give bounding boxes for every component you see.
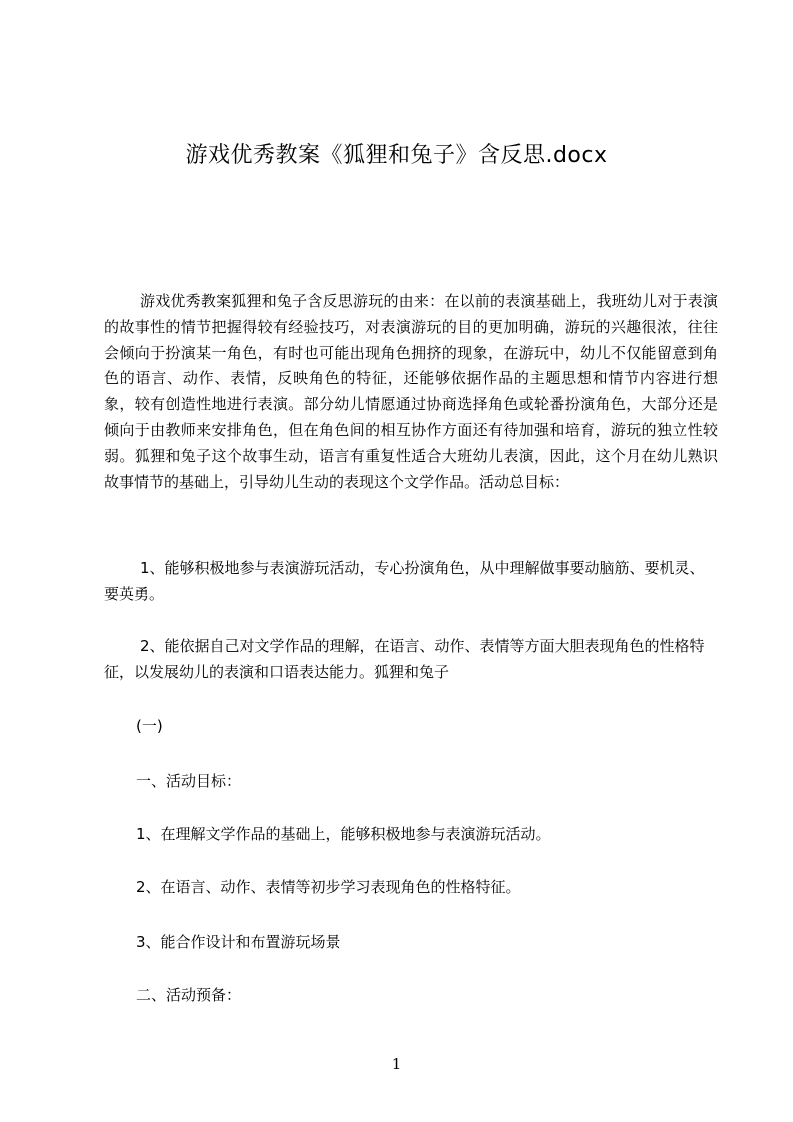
section-marker: (一) [136, 717, 163, 735]
document-title: 游戏优秀教案《狐狸和兔子》含反思.docx [185, 143, 608, 168]
objective-1-paragraph: 1、能够积极地参与表演游玩活动，专心扮演角色，从中理解做事要动脑筋、要机灵、要英勇。 [104, 559, 705, 603]
heading-activity-preparation: 二、活动预备： [136, 986, 242, 1004]
page-number: 1 [391, 1055, 402, 1073]
goal-item-3: 3、能合作设计和布置游玩场景 [136, 933, 341, 951]
goal-item-2: 2、在语言、动作、表情等初步学习表现角色的性格特征。 [136, 878, 521, 896]
goal-item-1: 1、在理解文学作品的基础上，能够积极地参与表演游玩活动。 [136, 825, 551, 843]
objective-2-paragraph: 2、能依据自己对文学作品的理解，在语言、动作、表情等方面大胆表现角色的性格特征，以发展幼儿的表演和口语表达能力。狐狸和兔子 [104, 637, 705, 681]
heading-activity-goals: 一、活动目标： [136, 772, 242, 790]
intro-paragraph: 游戏优秀教案狐狸和兔子含反思游玩的由来：在以前的表演基础上，我班幼儿对于表演的故事性的情节把握得较有经验技巧，对表演游玩的目的更加明确，游玩的兴趣很浓，往往会倾向于扮演某一角色，有时也可能出现角色拥挤的现象，在游玩中，幼儿不仅能留意到角色的语言、动作、表情，反映角色的特征，还能够依据作品的主题思想和情节内容进行想象，较有创造性地进行表演。部分幼儿情愿通过协商选择角色或轮番扮演角色，大部分还是倾向于由教师来安排角色，但在角色间的相互协作方面还有待加强和培育，游玩的独立性较弱。狐狸和兔子这个故事生动，语言有重复性适合大班幼儿表演，因此，这个月在幼儿熟识故事情节的基础上，引导幼儿生动的表现这个文学作品。活动总目标： [104, 292, 718, 491]
